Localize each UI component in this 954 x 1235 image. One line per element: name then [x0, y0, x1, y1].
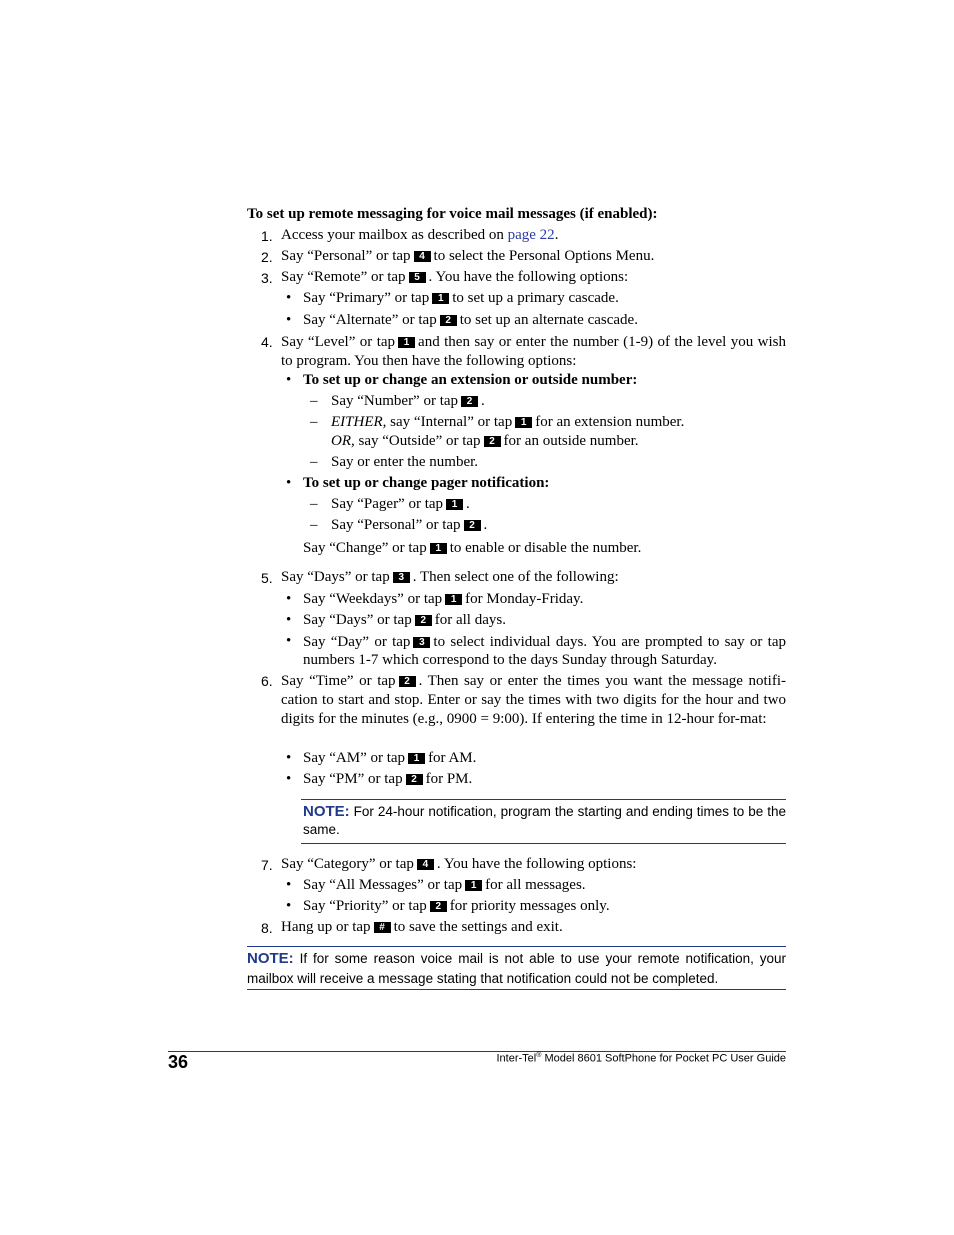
note-rule-bottom	[301, 843, 786, 844]
keypad-key: 2	[406, 774, 423, 785]
step-7-option-2	[303, 898, 610, 915]
step-text: Say “Weekdays” or tap	[303, 591, 443, 607]
step-4-text	[281, 333, 786, 371]
bullet: •	[286, 771, 292, 787]
bullet: •	[286, 750, 292, 766]
dash: –	[310, 393, 318, 409]
step-8-text	[281, 919, 563, 936]
step-text: and then say or enter the number (1-9) of the level you wish to program. You then have the following options:	[281, 334, 786, 369]
bullet: •	[286, 290, 292, 306]
step-number: 6.	[261, 673, 273, 689]
step-text: to select individual days. You are prompted to say or tap numbers 1-7 which correspond to the days Sunday through Saturday.	[303, 634, 786, 668]
step-text: Say “Personal” or tap	[281, 248, 411, 264]
keypad-key: 1	[430, 543, 447, 554]
step-text: .	[481, 393, 485, 409]
note-label: NOTE:	[247, 950, 294, 967]
step-5-option-3	[303, 633, 786, 669]
step-text: say “Internal” or tap	[390, 414, 513, 430]
step-6-option-am	[303, 750, 476, 767]
bullet: •	[286, 312, 292, 328]
step-text: Say “Days” or tap	[303, 612, 412, 628]
step-text: to set up a primary cascade.	[452, 290, 619, 306]
step-text: for an outside number.	[503, 433, 639, 449]
step-number: 1.	[261, 228, 273, 244]
step-number: 4.	[261, 334, 273, 350]
subheading-pager: To set up or change pager notification:	[303, 475, 550, 491]
footer-title	[497, 1052, 787, 1065]
note-box	[247, 949, 786, 989]
step-text: Say “Personal” or tap	[331, 517, 461, 533]
bullet: •	[286, 372, 292, 388]
keypad-key: 5	[409, 272, 426, 283]
step-text: . Then say or enter the times you want the message notifi-cation to start and stop. Enter or say the times with two digits for the hour and two digits for the minutes (e.g., 0900 = 9:00). If entering the time in 12-hour for-mat:	[281, 673, 786, 727]
step-text: . Then select one of the following:	[412, 569, 619, 585]
step-text: Say “Category” or tap	[281, 856, 414, 872]
step-text: to select the Personal Options Menu.	[433, 248, 655, 264]
section-heading: To set up remote messaging for voice mail messages (if enabled):	[247, 206, 658, 222]
step-2-text	[281, 248, 654, 265]
step-text: Say “Pager” or tap	[331, 496, 444, 512]
keypad-key: 1	[515, 417, 532, 428]
note-text: For 24-hour notification, program the starting and ending times to be the same.	[303, 804, 786, 837]
keypad-key: 4	[414, 251, 431, 262]
dash: –	[310, 496, 318, 512]
step-text: Say “Days” or tap	[281, 569, 390, 585]
step-text: for all days.	[434, 612, 506, 628]
bullet: •	[286, 591, 292, 607]
extension-option-outside	[331, 433, 639, 450]
keypad-key: 1	[398, 337, 415, 348]
keypad-key: 2	[430, 901, 447, 912]
step-text: Say “Time” or tap	[281, 673, 396, 689]
step-text: . You have the following options:	[436, 856, 637, 872]
step-text: to set up an alternate cascade.	[459, 312, 638, 328]
emphasis: EITHER,	[331, 414, 387, 430]
step-text: for an extension number.	[535, 414, 685, 430]
keypad-key: 2	[484, 436, 501, 447]
dash: –	[310, 517, 318, 533]
keypad-key: 2	[440, 315, 457, 326]
step-3-option-2	[303, 312, 638, 329]
step-text: Say “Alternate” or tap	[303, 312, 437, 328]
step-6-text	[281, 672, 786, 729]
step-6-option-pm	[303, 771, 472, 788]
bullet: •	[286, 877, 292, 893]
subheading-extension: To set up or change an extension or outside number:	[303, 372, 638, 388]
note-box	[303, 803, 786, 839]
note-label: NOTE:	[303, 803, 350, 820]
keypad-key: 3	[413, 637, 430, 648]
note-rule-top	[247, 946, 786, 947]
bullet: •	[286, 612, 292, 628]
step-text: .	[483, 517, 488, 533]
step-7-option-1	[303, 877, 586, 894]
step-text: Say “PM” or tap	[303, 771, 403, 787]
keypad-key: 2	[461, 396, 478, 407]
step-text: Say “Change” or tap	[303, 540, 427, 556]
step-text: Say “All Messages” or tap	[303, 877, 463, 893]
step-number: 2.	[261, 249, 273, 265]
step-text: Say “Level” or tap	[281, 334, 396, 350]
step-text: . You have the following options:	[428, 269, 629, 285]
step-text: to save the settings and exit.	[393, 919, 563, 935]
bullet: •	[286, 475, 292, 491]
step-text: Say “Priority” or tap	[303, 898, 427, 914]
keypad-key: 1	[445, 594, 462, 605]
step-3-text	[281, 269, 628, 286]
step-number: 7.	[261, 857, 273, 873]
step-text: say “Outside” or tap	[358, 433, 481, 449]
step-text: for priority messages only.	[449, 898, 610, 914]
step-1-text	[281, 227, 558, 244]
keypad-key: 2	[399, 676, 416, 687]
step-text: for AM.	[428, 750, 477, 766]
footer-brand: Inter-Tel	[496, 1052, 537, 1065]
note-text: If for some reason voice mail is not able to use your remote notification, your mailbox will receive a message stating that notification could not be completed.	[247, 951, 787, 986]
keypad-key: 2	[464, 520, 481, 531]
step-number: 8.	[261, 920, 273, 936]
extension-option-enter: Say or enter the number.	[331, 454, 479, 470]
step-text: Say “Day” or tap	[303, 634, 411, 650]
step-7-text	[281, 856, 636, 873]
step-text: Say “AM” or tap	[303, 750, 406, 766]
step-text: for PM.	[425, 771, 473, 787]
step-text: Access your mailbox as described on	[281, 227, 508, 243]
pager-option-pager	[331, 496, 470, 513]
step-number: 3.	[261, 270, 273, 286]
page-link[interactable]: page 22	[507, 227, 555, 243]
bullet: •	[286, 898, 292, 914]
step-3-option-1	[303, 290, 619, 307]
step-text: Say “Number” or tap	[331, 393, 459, 409]
keypad-key: #	[374, 922, 391, 933]
keypad-key: 1	[465, 880, 482, 891]
emphasis: OR,	[331, 433, 355, 449]
step-text: .	[554, 227, 559, 243]
page-number: 36	[168, 1052, 189, 1072]
footer-guide-title: Model 8601 SoftPhone for Pocket PC User Guide	[541, 1052, 786, 1065]
keypad-key: 1	[432, 293, 449, 304]
registered-mark: ®	[536, 1052, 542, 1059]
step-text: for Monday-Friday.	[465, 591, 584, 607]
bullet: •	[286, 633, 292, 649]
note-rule-top	[301, 799, 786, 800]
step-5-option-1	[303, 591, 583, 608]
keypad-key: 2	[415, 615, 432, 626]
step-text: to enable or disable the number.	[449, 540, 642, 556]
extension-option-number	[331, 393, 485, 410]
keypad-key: 4	[417, 859, 434, 870]
keypad-key: 3	[393, 572, 410, 583]
step-5-text	[281, 569, 619, 586]
dash: –	[310, 414, 318, 430]
keypad-key: 1	[408, 753, 425, 764]
step-text: Say “Remote” or tap	[281, 269, 406, 285]
extension-option-internal	[331, 414, 684, 431]
step-5-option-2	[303, 612, 506, 629]
step-text: Say “Primary” or tap	[303, 290, 430, 306]
step-number: 5.	[261, 570, 273, 586]
step-text: .	[466, 496, 470, 512]
change-instruction	[303, 540, 641, 557]
dash: –	[310, 454, 318, 470]
pager-option-personal	[331, 517, 487, 534]
step-text: Hang up or tap	[281, 919, 371, 935]
keypad-key: 1	[446, 499, 463, 510]
note-rule-bottom	[247, 989, 786, 990]
step-text: for all messages.	[485, 877, 586, 893]
